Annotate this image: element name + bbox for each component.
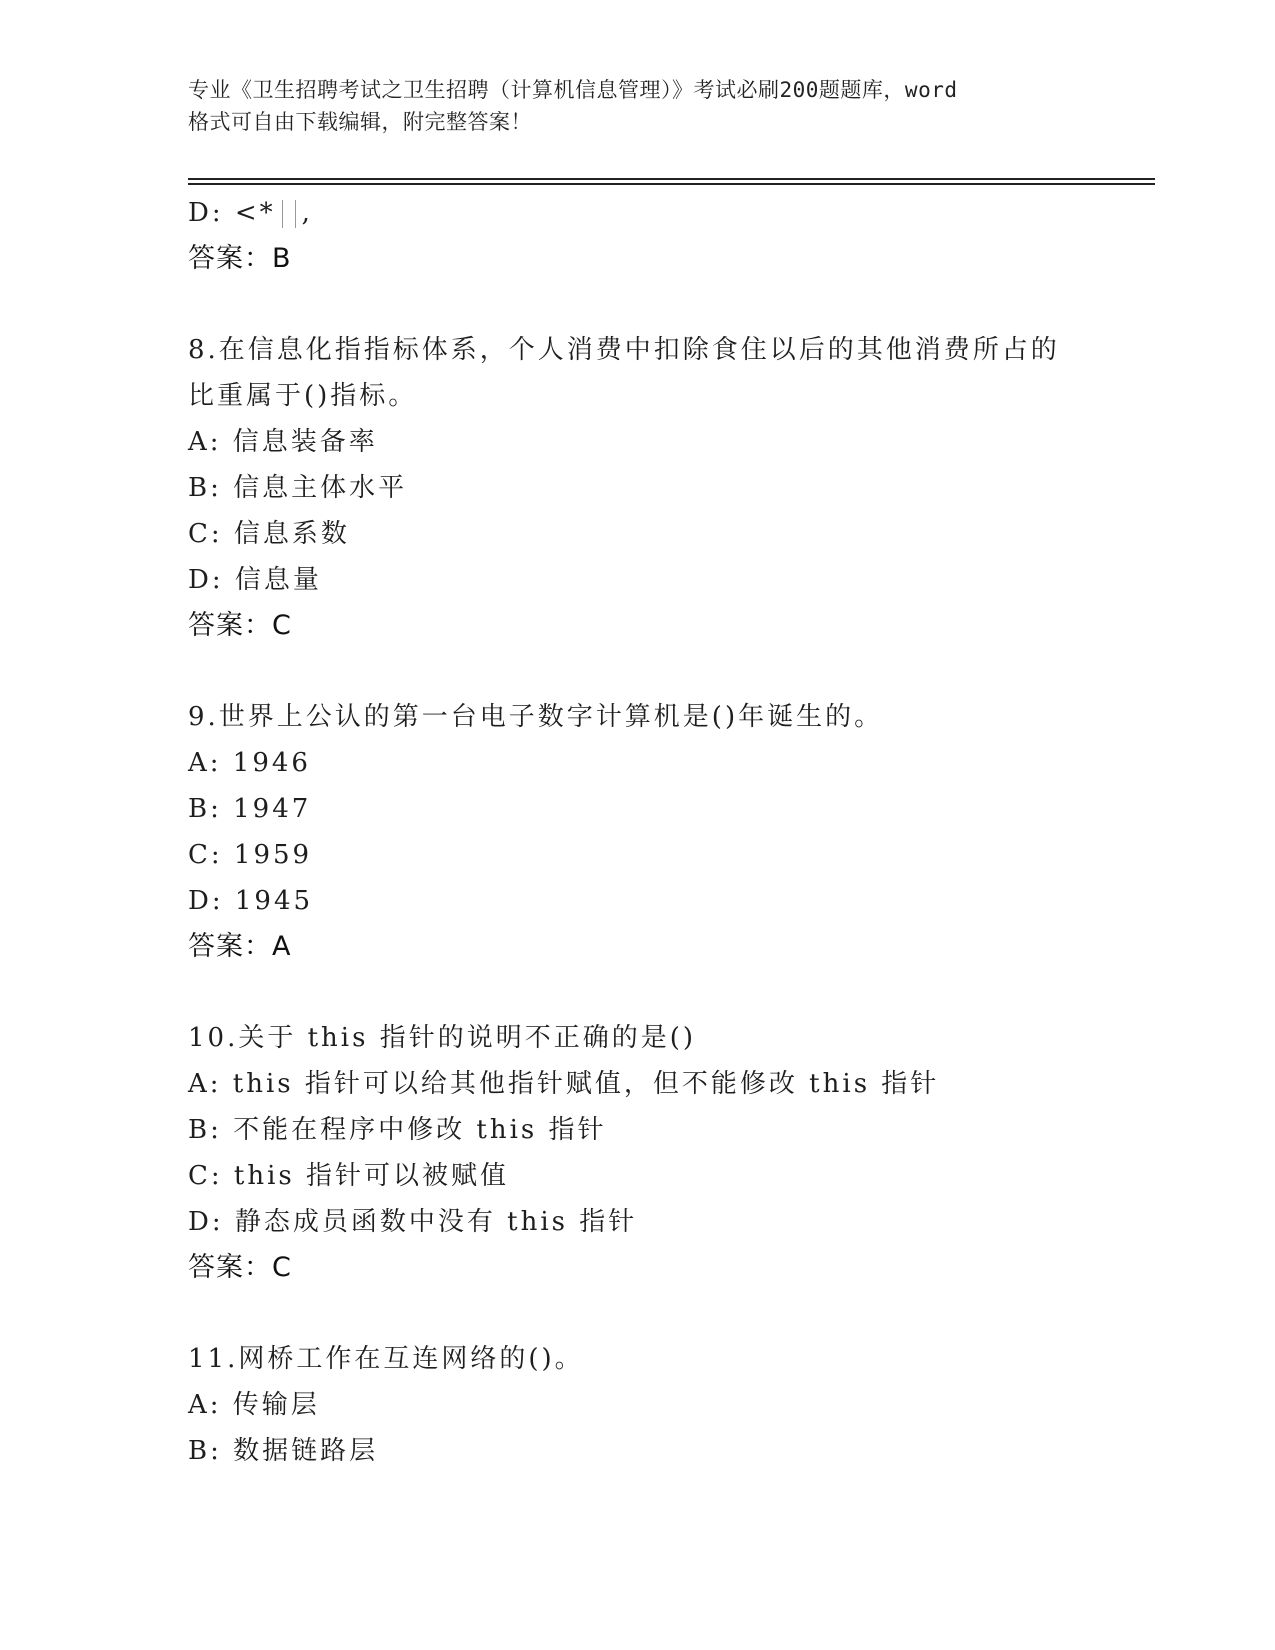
- vertical-bar-glyph: [282, 200, 283, 228]
- line-text: 答案：A: [188, 931, 292, 962]
- option-line: [188, 1107, 1148, 1153]
- line-text: B: 不能在程序中修改 this 指针: [188, 1115, 607, 1145]
- line-text: B: 信息主体水平: [188, 473, 408, 503]
- line-text: 8.在信息化指指标体系，个人消费中扣除食住以后的其他消费所占的: [188, 335, 1060, 365]
- block-gap: [188, 649, 1148, 694]
- question-line: [188, 694, 1148, 740]
- question-line: [188, 373, 1148, 419]
- option-line: [188, 1382, 1148, 1428]
- answer-line: [188, 236, 1148, 282]
- question-line: [188, 1336, 1148, 1382]
- option-line: [188, 878, 1148, 924]
- answer-line: [188, 924, 1148, 970]
- option-line: [188, 1199, 1148, 1245]
- option-line: [188, 786, 1148, 832]
- answer-line: [188, 1245, 1148, 1291]
- block-gap: [188, 1291, 1148, 1336]
- answer-line: [188, 603, 1148, 649]
- header-line-1: 专业《卫生招聘考试之卫生招聘（计算机信息管理）》考试必刷200题题库，word: [188, 78, 958, 102]
- line-text: 答案：C: [188, 1252, 292, 1283]
- option-line: [188, 1153, 1148, 1199]
- block-gap: [188, 282, 1148, 327]
- line-suffix: ,: [301, 198, 313, 228]
- line-text: 10.关于 this 指针的说明不正确的是(): [188, 1023, 697, 1053]
- document-header: [188, 74, 1088, 138]
- question-line: [188, 1015, 1148, 1061]
- option-line: [188, 557, 1148, 603]
- line-text: B: 1947: [188, 794, 312, 824]
- line-text: A: 信息装备率: [188, 427, 378, 457]
- line-text: B: 数据链路层: [188, 1436, 379, 1466]
- line-text: C: 1959: [188, 840, 313, 870]
- line-text: C: 信息系数: [188, 519, 350, 549]
- vertical-bar-glyph: [295, 200, 296, 228]
- line-text: A: 1946: [188, 748, 311, 778]
- option-line: [188, 1428, 1148, 1474]
- line-text: A: this 指针可以给其他指针赋值，但不能修改 this 指针: [188, 1069, 940, 1099]
- header-rule-top: [188, 178, 1155, 180]
- line-text: D: <*: [188, 198, 276, 228]
- option-line: [188, 1061, 1148, 1107]
- line-text: C: this 指针可以被赋值: [188, 1161, 510, 1191]
- header-rule-bottom: [188, 183, 1155, 185]
- option-line: [188, 190, 1148, 236]
- line-text: D: 1945: [188, 886, 314, 916]
- line-text: D: 信息量: [188, 565, 322, 595]
- line-text: D: 静态成员函数中没有 this 指针: [188, 1207, 638, 1237]
- option-line: [188, 740, 1148, 786]
- option-line: [188, 511, 1148, 557]
- option-line: [188, 465, 1148, 511]
- line-text: A: 传输层: [188, 1390, 320, 1420]
- question-content: [188, 190, 1148, 1474]
- line-text: 比重属于()指标。: [188, 381, 418, 411]
- option-line: [188, 419, 1148, 465]
- header-line-2: 格式可自由下载编辑，附完整答案！: [188, 110, 532, 134]
- option-line: [188, 832, 1148, 878]
- line-text: 答案：C: [188, 610, 292, 641]
- line-text: 答案：B: [188, 243, 292, 274]
- block-gap: [188, 970, 1148, 1015]
- question-line: [188, 327, 1148, 373]
- line-text: 9.世界上公认的第一台电子数字计算机是()年诞生的。: [188, 702, 884, 732]
- line-text: 11.网桥工作在互连网络的()。: [188, 1344, 584, 1374]
